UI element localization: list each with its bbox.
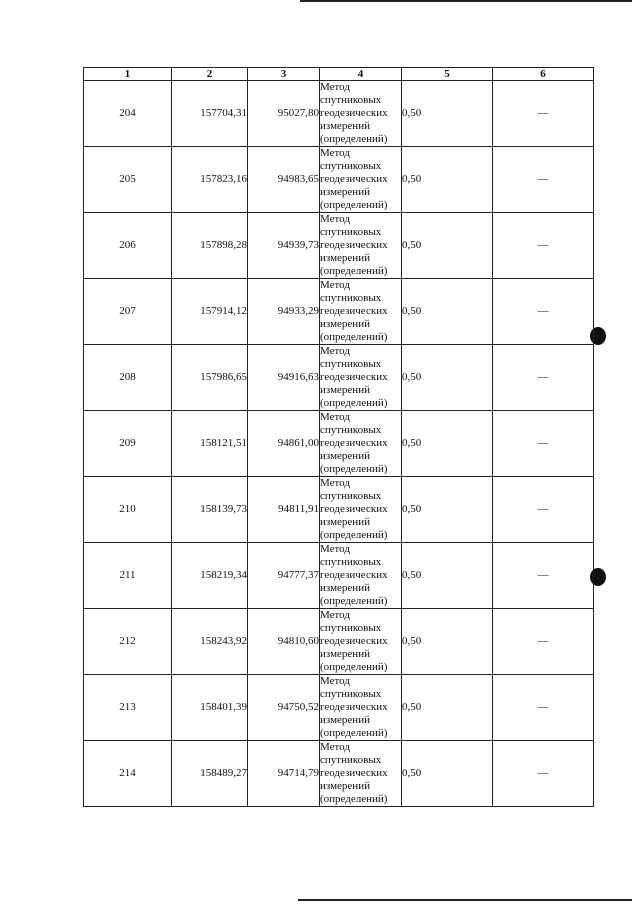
accuracy-cell: 0,50 xyxy=(402,609,493,675)
method-cell xyxy=(320,543,402,609)
method-text-line: измерений xyxy=(320,780,370,792)
accuracy-cell: 0,50 xyxy=(402,543,493,609)
method-text-line: измерений xyxy=(320,318,370,330)
method-text-line: Метод xyxy=(320,279,350,291)
method-text-line: Метод xyxy=(320,147,350,159)
bottom-edge-line xyxy=(298,899,632,901)
accuracy-cell: 0,50 xyxy=(402,345,493,411)
note-cell: — xyxy=(493,675,594,741)
method-text-line: Метод xyxy=(320,477,350,489)
method-cell xyxy=(320,213,402,279)
method-text-line: Метод xyxy=(320,213,350,225)
method-cell xyxy=(320,675,402,741)
note-cell: — xyxy=(493,543,594,609)
method-text-line: спутниковых xyxy=(320,160,382,172)
method-text-line: геодезических xyxy=(320,635,388,647)
method-text-line: (определений) xyxy=(320,463,388,475)
note-cell: — xyxy=(493,81,594,147)
column-header-1: 1 xyxy=(84,68,172,81)
method-text-line: измерений xyxy=(320,516,370,528)
point-number-cell: 209 xyxy=(84,411,172,477)
method-text-line: измерений xyxy=(320,582,370,594)
point-number-cell: 214 xyxy=(84,741,172,807)
point-number-cell: 213 xyxy=(84,675,172,741)
method-text-line: Метод xyxy=(320,675,350,687)
table-row xyxy=(84,609,594,675)
table-row xyxy=(84,477,594,543)
method-text-line: геодезических xyxy=(320,305,388,317)
y-coordinate-cell: 94777,37 xyxy=(248,543,320,609)
method-text-line: (определений) xyxy=(320,331,388,343)
x-coordinate-cell: 158243,92 xyxy=(172,609,248,675)
method-text-line: Метод xyxy=(320,741,350,753)
column-header-2: 2 xyxy=(172,68,248,81)
table-body xyxy=(84,81,594,807)
table-header-row xyxy=(84,68,594,81)
accuracy-cell: 0,50 xyxy=(402,213,493,279)
method-cell xyxy=(320,741,402,807)
method-text-line: геодезических xyxy=(320,173,388,185)
method-text-line: (определений) xyxy=(320,133,388,145)
note-cell: — xyxy=(493,411,594,477)
method-cell xyxy=(320,477,402,543)
point-number-cell: 204 xyxy=(84,81,172,147)
method-text-line: Метод xyxy=(320,543,350,555)
point-number-cell: 207 xyxy=(84,279,172,345)
point-number-cell: 205 xyxy=(84,147,172,213)
method-text-line: измерений xyxy=(320,714,370,726)
note-cell: — xyxy=(493,345,594,411)
table-row xyxy=(84,741,594,807)
method-text-line: (определений) xyxy=(320,529,388,541)
x-coordinate-cell: 157898,28 xyxy=(172,213,248,279)
column-header-4: 4 xyxy=(320,68,402,81)
method-text-line: (определений) xyxy=(320,793,388,805)
method-text-line: геодезических xyxy=(320,107,388,119)
point-number-cell: 210 xyxy=(84,477,172,543)
x-coordinate-cell: 157914,12 xyxy=(172,279,248,345)
x-coordinate-cell: 158219,34 xyxy=(172,543,248,609)
method-text-line: геодезических xyxy=(320,239,388,251)
method-text-line: спутниковых xyxy=(320,622,382,634)
method-cell xyxy=(320,279,402,345)
x-coordinate-cell: 158139,73 xyxy=(172,477,248,543)
method-cell xyxy=(320,81,402,147)
coordinates-table xyxy=(83,67,594,807)
method-text-line: спутниковых xyxy=(320,226,382,238)
x-coordinate-cell: 157704,31 xyxy=(172,81,248,147)
accuracy-cell: 0,50 xyxy=(402,147,493,213)
accuracy-cell: 0,50 xyxy=(402,477,493,543)
table-row xyxy=(84,147,594,213)
note-cell: — xyxy=(493,213,594,279)
point-number-cell: 208 xyxy=(84,345,172,411)
y-coordinate-cell: 94861,00 xyxy=(248,411,320,477)
y-coordinate-cell: 94933,29 xyxy=(248,279,320,345)
method-text-line: Метод xyxy=(320,81,350,93)
top-edge-line xyxy=(300,0,632,2)
y-coordinate-cell: 94750,52 xyxy=(248,675,320,741)
method-cell xyxy=(320,345,402,411)
table-row xyxy=(84,279,594,345)
method-text-line: спутниковых xyxy=(320,424,382,436)
table-row xyxy=(84,411,594,477)
note-cell: — xyxy=(493,279,594,345)
point-number-cell: 212 xyxy=(84,609,172,675)
table-row xyxy=(84,345,594,411)
point-number-cell: 211 xyxy=(84,543,172,609)
y-coordinate-cell: 94939,73 xyxy=(248,213,320,279)
y-coordinate-cell: 94714,79 xyxy=(248,741,320,807)
x-coordinate-cell: 158121,51 xyxy=(172,411,248,477)
method-cell xyxy=(320,411,402,477)
method-text-line: (определений) xyxy=(320,397,388,409)
column-header-3: 3 xyxy=(248,68,320,81)
y-coordinate-cell: 94916,63 xyxy=(248,345,320,411)
accuracy-cell: 0,50 xyxy=(402,411,493,477)
point-number-cell: 206 xyxy=(84,213,172,279)
table-row xyxy=(84,675,594,741)
method-text-line: спутниковых xyxy=(320,94,382,106)
method-text-line: измерений xyxy=(320,450,370,462)
y-coordinate-cell: 94811,91 xyxy=(248,477,320,543)
accuracy-cell: 0,50 xyxy=(402,741,493,807)
method-text-line: геодезических xyxy=(320,569,388,581)
accuracy-cell: 0,50 xyxy=(402,81,493,147)
method-text-line: геодезических xyxy=(320,503,388,515)
method-text-line: (определений) xyxy=(320,265,388,277)
column-header-5: 5 xyxy=(402,68,493,81)
method-cell xyxy=(320,609,402,675)
x-coordinate-cell: 158401,39 xyxy=(172,675,248,741)
method-text-line: измерений xyxy=(320,252,370,264)
method-text-line: спутниковых xyxy=(320,754,382,766)
method-text-line: спутниковых xyxy=(320,688,382,700)
note-cell: — xyxy=(493,147,594,213)
method-text-line: измерений xyxy=(320,186,370,198)
x-coordinate-cell: 157823,16 xyxy=(172,147,248,213)
method-text-line: спутниковых xyxy=(320,358,382,370)
method-text-line: измерений xyxy=(320,120,370,132)
note-cell: — xyxy=(493,609,594,675)
method-text-line: (определений) xyxy=(320,595,388,607)
accuracy-cell: 0,50 xyxy=(402,675,493,741)
y-coordinate-cell: 94810,60 xyxy=(248,609,320,675)
method-text-line: спутниковых xyxy=(320,490,382,502)
method-cell xyxy=(320,147,402,213)
method-text-line: спутниковых xyxy=(320,556,382,568)
method-text-line: геодезических xyxy=(320,767,388,779)
method-text-line: измерений xyxy=(320,384,370,396)
table-row xyxy=(84,543,594,609)
table-row xyxy=(84,81,594,147)
method-text-line: Метод xyxy=(320,609,350,621)
method-text-line: (определений) xyxy=(320,727,388,739)
method-text-line: геодезических xyxy=(320,371,388,383)
method-text-line: геодезических xyxy=(320,437,388,449)
note-cell: — xyxy=(493,741,594,807)
column-header-6: 6 xyxy=(493,68,594,81)
method-text-line: геодезических xyxy=(320,701,388,713)
x-coordinate-cell: 158489,27 xyxy=(172,741,248,807)
note-cell: — xyxy=(493,477,594,543)
table-row xyxy=(84,213,594,279)
method-text-line: (определений) xyxy=(320,661,388,673)
method-text-line: Метод xyxy=(320,411,350,423)
accuracy-cell: 0,50 xyxy=(402,279,493,345)
y-coordinate-cell: 95027,80 xyxy=(248,81,320,147)
y-coordinate-cell: 94983,65 xyxy=(248,147,320,213)
method-text-line: измерений xyxy=(320,648,370,660)
method-text-line: (определений) xyxy=(320,199,388,211)
method-text-line: Метод xyxy=(320,345,350,357)
method-text-line: спутниковых xyxy=(320,292,382,304)
x-coordinate-cell: 157986,65 xyxy=(172,345,248,411)
